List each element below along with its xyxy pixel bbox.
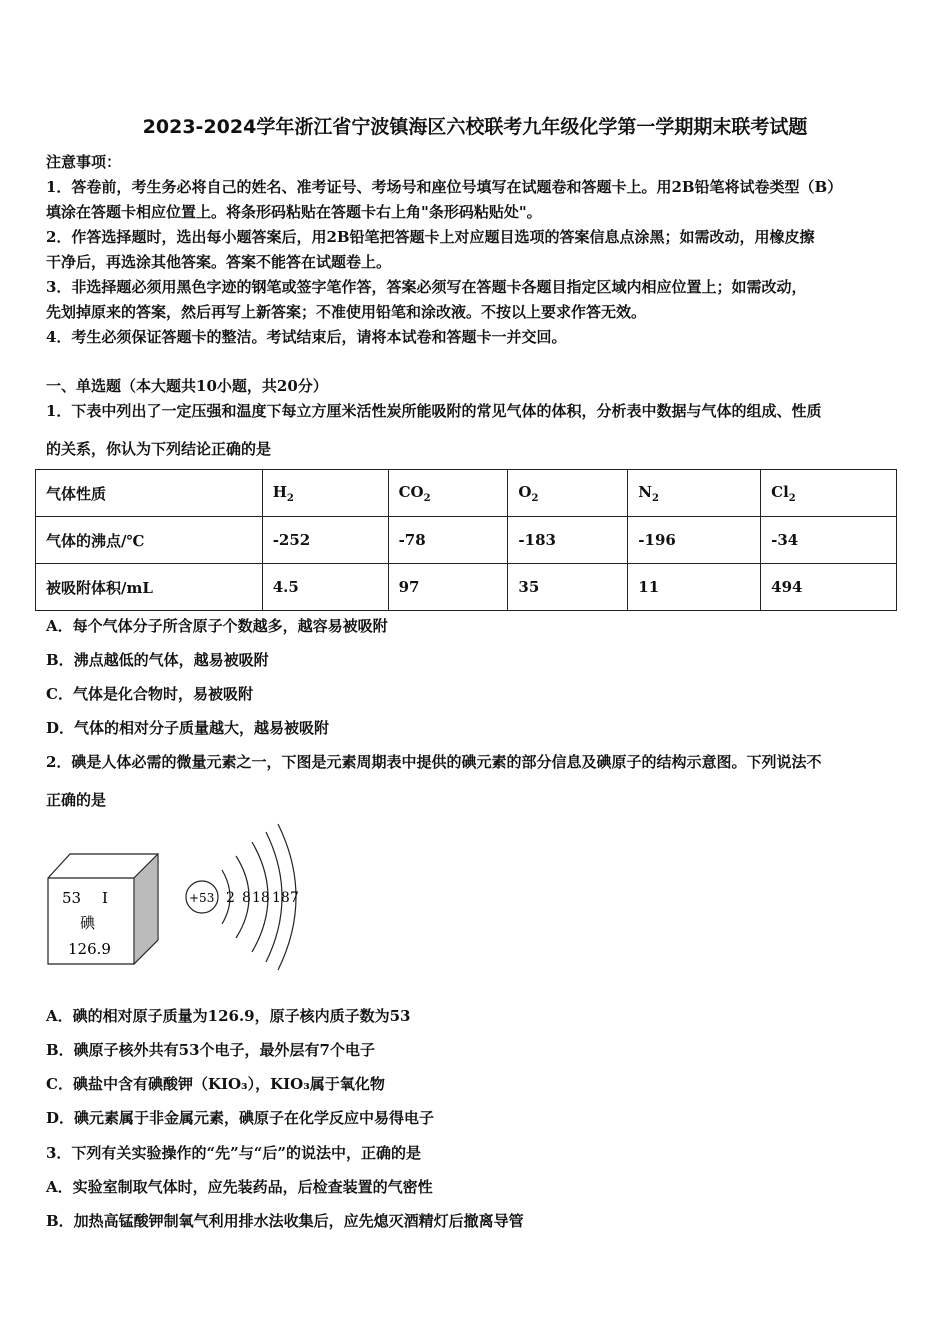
gas-table: [35, 469, 897, 611]
exam-title: 2023-2024学年浙江省宁波镇海区六校联考九年级化学第一学期期末联考试题: [142, 116, 808, 138]
q3-option: B．加热高锰酸钾制氧气利用排水法收集后，应先熄灭酒精灯后撤离导管: [46, 1212, 524, 1230]
q2-option: B．碘原子核外共有53个电子，最外层有7个电子: [46, 1041, 375, 1059]
q2-option: A．碘的相对原子质量为126.9，原子核内质子数为53: [46, 1007, 411, 1025]
table-cell: 4.5: [262, 564, 388, 611]
table-cell: -252: [262, 517, 388, 564]
table-cell: $Cl_2$: [761, 470, 897, 517]
element-name: 碘: [80, 914, 96, 932]
table-cell: 11: [628, 564, 761, 611]
table-cell: 97: [388, 564, 508, 611]
table-cell: $CO_2$: [388, 470, 508, 517]
notice-line: 干净后，再选涂其他答案。答案不能答在试题卷上。: [46, 253, 392, 271]
iodine-atom-diagram: [182, 822, 312, 972]
table-cell: -183: [508, 517, 628, 564]
q1-option: C．气体是化合物时，易被吸附: [46, 685, 253, 703]
shell-electrons: 2: [226, 890, 235, 906]
table-cell: 35: [508, 564, 628, 611]
q2-stem: 2．碘是人体必需的微量元素之一，下图是元素周期表中提供的碘元素的部分信息及碘原子的结构示意图。下列说法不: [46, 753, 822, 771]
q1-stem: 1．下表中列出了一定压强和温度下每立方厘米活性炭所能吸附的常见气体的体积，分析表中数据与气体的组成、性质: [46, 402, 822, 420]
q1-option: D．气体的相对分子质量越大，越易被吸附: [46, 719, 330, 737]
q3-stem: 3．下列有关实验操作的“先”与“后”的说法中，正确的是: [46, 1144, 421, 1162]
notice-line: 3．非选择题必须用黑色字迹的钢笔或签字笔作答，答案必须写在答题卡各题目指定区域内相应位置上；如需改动，: [46, 278, 807, 296]
section-heading: 一、单选题（本大题共10小题，共20分）: [46, 377, 328, 395]
notice-line: 先划掉原来的答案，然后再写上新答案；不准使用铅笔和涂改液。不按以上要求作答无效。: [46, 303, 647, 321]
table-cell: 气体性质: [36, 470, 263, 517]
nucleus-charge: +53: [189, 891, 215, 905]
table-cell: $N_2$: [628, 470, 761, 517]
table-cell: 494: [761, 564, 897, 611]
shell-electrons: 8: [242, 890, 251, 906]
notice-line: 填涂在答题卡相应位置上。将条形码粘贴在答题卡右上角"条形码粘贴处"。: [46, 203, 542, 221]
q2-option: C．碘盐中含有碘酸钾（KIO₃），KIO₃属于氧化物: [46, 1075, 385, 1093]
q1-option: A．每个气体分子所含原子个数越多，越容易被吸附: [46, 617, 388, 635]
table-cell: -78: [388, 517, 508, 564]
q2-option: D．碘元素属于非金属元素，碘原子在化学反应中易得电子: [46, 1109, 435, 1127]
notice-heading: 注意事项：: [46, 153, 122, 171]
q2-stem: 正确的是: [46, 791, 107, 809]
notice-line: 1．答卷前，考生务必将自己的姓名、准考证号、考场号和座位号填写在试题卷和答题卡上。用2B铅笔将试卷类型（B）: [46, 178, 843, 196]
table-cell: -34: [761, 517, 897, 564]
table-cell: -196: [628, 517, 761, 564]
table-row: [36, 470, 897, 517]
iodine-element-tile: [44, 850, 164, 968]
table-cell: $H_2$: [262, 470, 388, 517]
element-mass: 126.9: [68, 940, 111, 958]
element-number: 53: [62, 889, 82, 907]
table-row: [36, 517, 897, 564]
q1-stem: 的关系，你认为下列结论正确的是: [46, 440, 272, 458]
element-symbol: I: [102, 889, 108, 907]
q3-option: A．实验室制取气体时，应先装药品，后检查装置的气密性: [46, 1178, 433, 1196]
notice-line: 2．作答选择题时，选出每小题答案后，用2B铅笔把答题卡上对应题目选项的答案信息点涂黑；如需改动，用橡皮擦: [46, 228, 815, 246]
q1-option: B．沸点越低的气体，越易被吸附: [46, 651, 269, 669]
notice-line: 4．考生必须保证答题卡的整洁。考试结束后，请将本试卷和答题卡一并交回。: [46, 328, 567, 346]
table-cell: 气体的沸点/℃: [36, 517, 263, 564]
shell-electrons: 18: [272, 890, 290, 906]
table-cell: $O_2$: [508, 470, 628, 517]
shell-electrons: 18: [252, 890, 270, 906]
shell-electrons: 7: [290, 890, 299, 906]
table-cell: 被吸附体积/mL: [36, 564, 263, 611]
table-row: [36, 564, 897, 611]
